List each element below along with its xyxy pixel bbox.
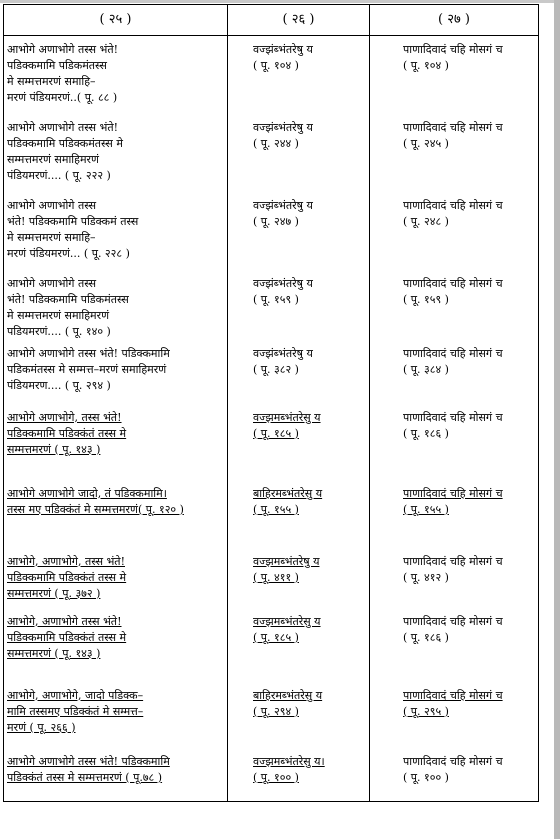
cell-text: आभोगे, अणाभोगे तस्स भंते! पडिक्कमामि पडिक्कंतं तस्स मे सम्मत्तमरणं ( पू. १४३ )	[7, 614, 127, 660]
cell-text: बाहिरमब्भंतरेसु य ( पू. १५५ )	[253, 486, 323, 516]
cell-col-27	[370, 542, 539, 608]
table-row	[4, 342, 539, 404]
table-row	[4, 404, 539, 476]
cell-col-25	[4, 476, 228, 542]
cell-col-27	[370, 608, 539, 680]
cell-text: पाणादिवादं चहि मोसगं च ( पू. १८६ )	[403, 614, 503, 644]
cell-col-26	[228, 476, 370, 542]
column-header-25: ( २५ )	[4, 5, 228, 36]
cell-text: वज्झंब्भंतरेषु य ( पू. १५९ )	[253, 276, 313, 306]
cell-col-25	[4, 270, 228, 342]
cell-col-25	[4, 608, 228, 680]
cell-text: वज्झंब्भंतरेषु य ( पू. ३८२ )	[253, 346, 313, 376]
cell-text: वज्झमब्भंतरेसु य। ( पू. १०० )	[253, 754, 325, 784]
cell-text: पाणादिवादं चहि मोसगं च ( पू. २४८ )	[403, 198, 503, 228]
cell-col-26	[228, 114, 370, 192]
cell-col-26	[228, 404, 370, 476]
cell-col-26	[228, 608, 370, 680]
cell-text: वज्झंब्भंतरेषु य ( पू. २४७ )	[253, 198, 313, 228]
cell-col-27	[370, 342, 539, 404]
cell-text: वज्झंब्भंतरेषु य ( पू. २४४ )	[253, 120, 313, 150]
column-header-26: ( २६ )	[228, 5, 370, 36]
cell-text: आभोगे, अणाभोगे, तस्स भंते! पडिक्कमामि पडिक्कंतं तस्स मे सम्मत्तमरणं ( पू. ३७२ )	[7, 554, 127, 600]
cell-col-27	[370, 270, 539, 342]
table-body	[4, 36, 539, 802]
cell-text: पाणादिवादं चहि मोसगं च ( पू. १८६ )	[403, 410, 503, 440]
header-row	[4, 5, 539, 36]
cell-col-25	[4, 342, 228, 404]
cell-text: आभोगे, अणाभोगे, जादो पडिक्क– मामि तस्समए पडिक्कंतं मे सम्मत्त– मरणं ( पू. २६६ )	[7, 688, 144, 734]
cell-col-26	[228, 542, 370, 608]
cell-col-27	[370, 680, 539, 746]
table-row	[4, 542, 539, 608]
comparison-table	[3, 4, 539, 802]
cell-text: आभोगे अणाभोगे तस्स भंते! पडिक्कमामि पडिकमंतस्स मे सम्मत्तमरणं समाहि– मरणं पंडियमरणं..( पू. ८८ )	[7, 43, 119, 104]
cell-text: वज्झमब्भंतरेसु य ( पू. १८५ )	[253, 410, 321, 440]
cell-col-26	[228, 192, 370, 270]
cell-col-25	[4, 404, 228, 476]
cell-col-25	[4, 680, 228, 746]
cell-text: पाणादिवादं चहि मोसगं च ( पू. २९५ )	[403, 688, 503, 718]
cell-text: पाणादिवादं चहि मोसगं च ( पू. १५९ )	[403, 276, 503, 306]
table-row	[4, 608, 539, 680]
top-edge	[0, 0, 560, 3]
table-row	[4, 746, 539, 802]
table-row	[4, 680, 539, 746]
cell-text: आभोगे अणाभोगे, तस्स भंते! पडिक्कमामि पडिक्कंतं तस्स मे सम्मत्तमरणं ( पू. १४३ )	[7, 410, 127, 456]
table-row	[4, 36, 539, 114]
cell-col-25	[4, 542, 228, 608]
cell-col-26	[228, 342, 370, 404]
column-header-27: ( २७ )	[370, 5, 539, 36]
cell-text: पाणादिवादं चहि मोसगं च ( पू. १५५ )	[403, 486, 503, 516]
cell-col-25	[4, 746, 228, 802]
table-row	[4, 192, 539, 270]
cell-text: आभोगे अणाभोगे जादो, तं पडिक्कमामि। तस्स मए पडिक्कंतं मे सम्मत्तमरणं( पू. १२० )	[7, 486, 184, 516]
cell-col-27	[370, 192, 539, 270]
table-row	[4, 270, 539, 342]
cell-text: आभोगे अणाभोगे तस्स भंते! पडिक्कमामि पडिक्कमं तस्स मे सम्मत्तमरणं समाहि– मरणं पंडियमरणं... ( पू. २२८ )	[7, 198, 139, 260]
cell-text: बाहिरमब्भंतरेसु य ( पू. २९४ )	[253, 688, 323, 718]
cell-text: वज्झमब्भंतरेसु य ( पू. १८५ )	[253, 614, 321, 644]
cell-text: आभोगे अणाभोगे तस्स भंते! पडिक्कमामि पडिकमंतस्स मे सम्मत्तमरणं समाहिमरणं पडियमरणं.... ( पू. १४० )	[7, 276, 129, 338]
cell-col-27	[370, 114, 539, 192]
cell-text: वज्झंब्भंतरेषु य ( पू. १०४ )	[253, 43, 313, 72]
cell-text: आभोगे अणाभोगे तस्स भंते! पडिक्कमामि पडिकमंतस्स मे सम्मत्त–मरणं समाहिमरणं पंडियमरण.... ( पू. २९४ )	[7, 346, 170, 392]
cell-col-25	[4, 114, 228, 192]
cell-col-26	[228, 270, 370, 342]
cell-text: पाणादिवादं चहि मोसगं च ( पू. ४१२ )	[403, 554, 503, 584]
cell-col-26	[228, 680, 370, 746]
cell-text: पाणादिवादं चहि मोसगं च ( पू. १०४ )	[403, 43, 503, 72]
cell-col-25	[4, 192, 228, 270]
cell-col-27	[370, 36, 539, 114]
cell-text: आभोगे अणाभोगे तस्स भंते! पडिक्कमामि पडिक्कमंतस्स मे सम्मत्तमरणं समाहिमरणं पंडियमरणं.... ( पू. २२२ )	[7, 120, 123, 182]
cell-col-26	[228, 36, 370, 114]
cell-col-27	[370, 746, 539, 802]
cell-col-27	[370, 404, 539, 476]
cell-text: पाणादिवादं चहि मोसगं च ( पू. २४५ )	[403, 120, 503, 150]
right-edge	[554, 0, 560, 839]
cell-text: पाणादिवादं चहि मोसगं च ( पू. ३८४ )	[403, 346, 503, 376]
cell-text: वज्झमब्भंतरेषु य ( पू. ४११ )	[253, 554, 320, 584]
cell-col-27	[370, 476, 539, 542]
cell-text: पाणादिवादं चहि मोसगं च ( पू. १०० )	[403, 754, 503, 784]
cell-col-26	[228, 746, 370, 802]
table-row	[4, 476, 539, 542]
cell-col-25	[4, 36, 228, 114]
cell-text: आभोगे अणाभोगे तस्स भंते! पडिक्कमामि पडिक्कंतं तस्स मे सम्मत्तमरणं ( पू.७८ )	[7, 754, 170, 784]
table-row	[4, 114, 539, 192]
